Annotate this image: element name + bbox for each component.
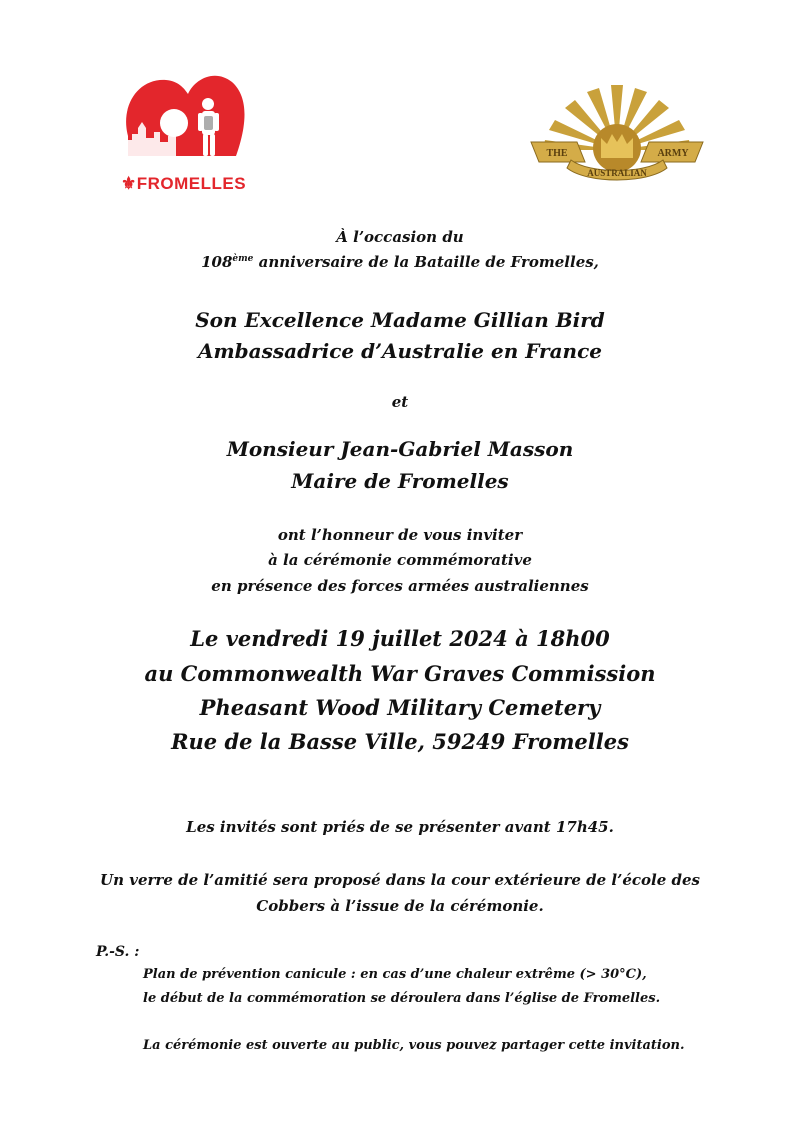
host1-name: Son Excellence Madame Gillian Bird bbox=[195, 308, 605, 332]
ps-line-1: Plan de prévention canicule : en cas d’une chaleur extrême (> 30°C), bbox=[143, 967, 647, 982]
event-date: Le vendredi 19 juillet 2024 à 18h00 bbox=[190, 626, 610, 651]
ps-line-2: le début de la commémoration se déroulera dans l’église de Fromelles. bbox=[143, 991, 661, 1006]
banner-text-army: ARMY bbox=[657, 148, 689, 159]
invite-line-2: à la cérémonie commémorative bbox=[268, 551, 532, 569]
ps-label: P.-S. : bbox=[96, 944, 140, 960]
australian-army-logo bbox=[527, 80, 707, 195]
fromelles-brand-text: ⚜FROMELLES bbox=[121, 174, 247, 193]
host1-title: Ambassadrice d’Australie en France bbox=[198, 339, 602, 363]
invite-line-1: ont l’honneur de vous inviter bbox=[277, 526, 523, 544]
anniversary-number: 108 bbox=[201, 253, 233, 271]
arrival-note: Les invités sont priés de se présenter avant 17h45. bbox=[186, 818, 614, 836]
intro-line-1: À l’occasion du bbox=[336, 228, 464, 246]
intro-line-2 bbox=[0, 253, 800, 271]
cross-icon: ⚜ bbox=[121, 174, 137, 193]
event-venue-line-1: au Commonwealth War Graves Commission bbox=[144, 661, 656, 686]
event-venue-line-2: Pheasant Wood Military Cemetery bbox=[199, 695, 601, 720]
host2-title: Maire de Fromelles bbox=[291, 469, 509, 493]
invite-line-3: en présence des forces armées australiennes bbox=[211, 577, 589, 595]
host2-name: Monsieur Jean-Gabriel Masson bbox=[226, 437, 574, 461]
conjunction: et bbox=[391, 393, 409, 411]
event-address: Rue de la Basse Ville, 59249 Fromelles bbox=[171, 729, 629, 754]
banner-text-australian: AUSTRALIAN bbox=[587, 168, 647, 178]
anniversary-ordinal-suffix: ème bbox=[232, 254, 254, 264]
ps-line-3: La cérémonie est ouverte au public, vous pouvez partager cette invitation. bbox=[143, 1038, 685, 1053]
reception-line-1: Un verre de l’amitié sera proposé dans la cour extérieure de l’école des bbox=[100, 871, 700, 889]
banner-text-the: THE bbox=[546, 148, 568, 159]
reception-line-2: Cobbers à l’issue de la cérémonie. bbox=[256, 897, 544, 915]
anniversary-text: anniversaire de la Bataille de Fromelles, bbox=[258, 253, 599, 271]
